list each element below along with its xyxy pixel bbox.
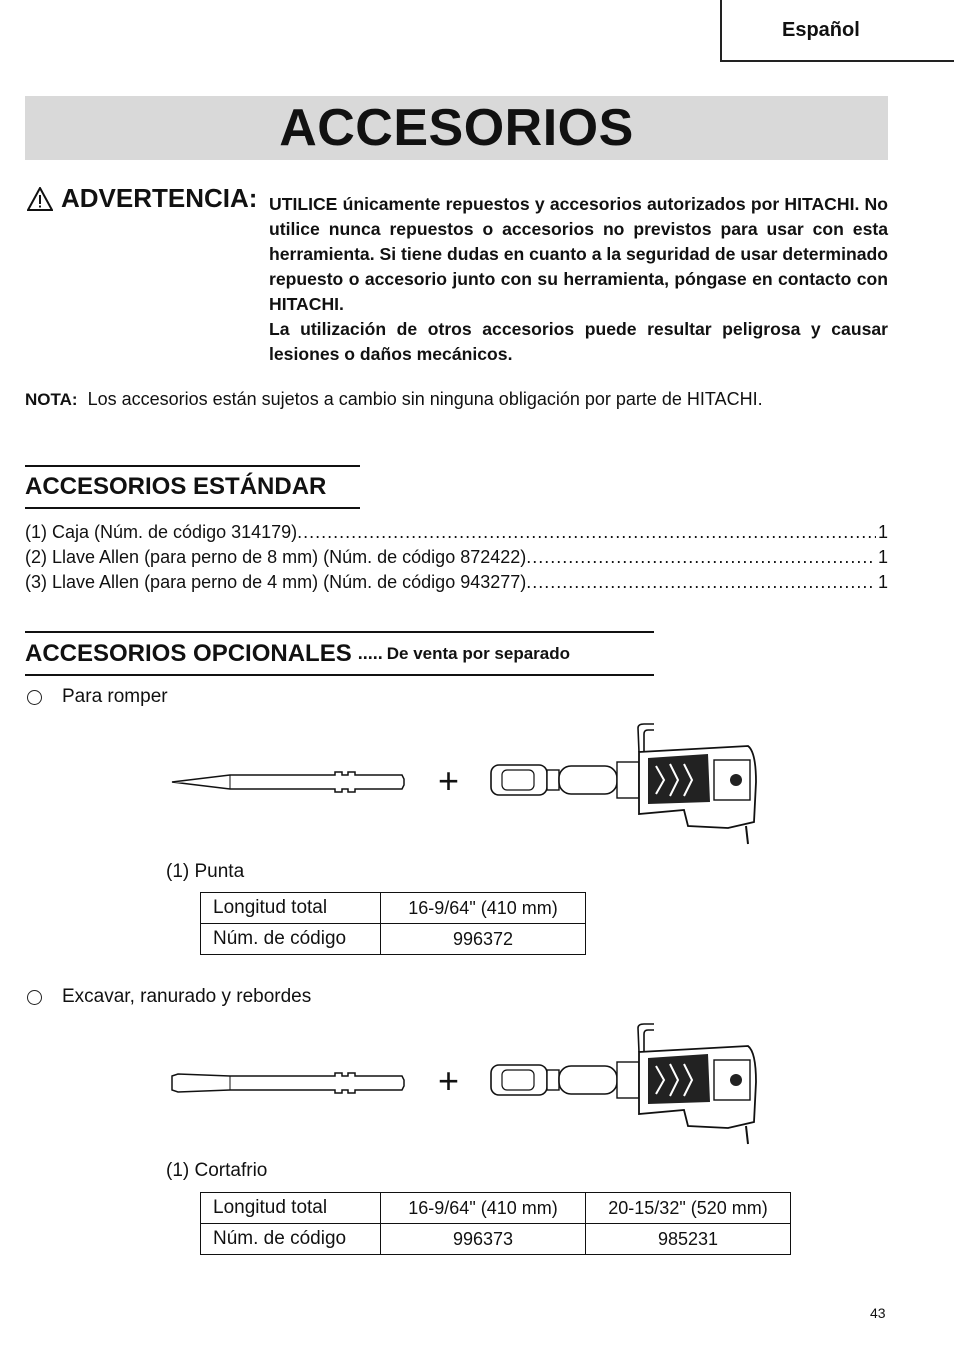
list-item-label: (3) Llave Allen (para perno de 4 mm) (Núm. de código 943277) (25, 572, 527, 592)
page-title-text: ACCESORIOS (279, 99, 634, 157)
table-row (201, 1193, 791, 1224)
purpose-text: Para romper (62, 686, 168, 707)
circle-bullet-icon (27, 690, 42, 705)
warning-label-text: ADVERTENCIA: (61, 183, 258, 213)
accessory-caption: (1) Cortafrio (166, 1160, 268, 1181)
spec-table (200, 1192, 791, 1255)
warning-label (27, 183, 257, 214)
standard-accessories-heading (25, 465, 360, 509)
plus-sign: + (438, 1060, 460, 1101)
warning-paragraph-1: UTILICE únicamente repuestos y accesorios autorizados por HITACHI. No utilice nunca repuestos o accesorios no previstos para usar con esta herramienta. Si tiene dudas en cuanto a la seguridad de usar determinado repuesto o accesorio junto con su herramienta, póngase en contacto con HITACHI. (269, 194, 888, 314)
accessory-caption: (1) Punta (166, 861, 245, 882)
purpose-row (27, 686, 168, 708)
optional-heading-text: ACCESORIOS OPCIONALES (25, 639, 352, 667)
table-cell-value: 16-9/64" (410 mm) (381, 893, 586, 924)
flat-chisel-icon (170, 1066, 406, 1100)
table-cell-label: Longitud total (201, 893, 381, 924)
note-text: Los accesorios están sujetos a cambio sin ninguna obligación por parte de HITACHI. (87, 389, 763, 409)
list-item-qty: 1 (877, 547, 888, 567)
table-cell-value: 985231 (586, 1224, 791, 1255)
circle-bullet-icon (27, 990, 42, 1005)
table-row (201, 893, 586, 924)
page-title (25, 96, 888, 160)
table-cell-label: Núm. de código (201, 1224, 381, 1255)
table-row (201, 924, 586, 955)
table-cell-value: 996372 (381, 924, 586, 955)
table-cell-label: Núm. de código (201, 924, 381, 955)
note (25, 387, 763, 412)
table-cell-value: 20-15/32" (520 mm) (586, 1193, 791, 1224)
list-item-label: (2) Llave Allen (para perno de 8 mm) (Núm. de código 872422) (25, 547, 527, 567)
table-cell-value: 16-9/64" (410 mm) (381, 1193, 586, 1224)
language-label: Español (782, 18, 860, 41)
page-number: 43 (870, 1305, 886, 1321)
warning-paragraph-2: La utilización de otros accesorios puede resultar peligrosa y causar lesiones o daños mecánicos. (269, 319, 888, 364)
warning-text (269, 192, 888, 367)
leader-dots (297, 520, 876, 545)
bull-point-chisel-icon (170, 765, 406, 799)
purpose-text: Excavar, ranurado y rebordes (62, 986, 312, 1007)
demolition-hammer-icon (488, 722, 760, 847)
demolition-hammer-icon (488, 1022, 760, 1147)
list-item-qty: 1 (877, 522, 888, 542)
spec-table (200, 892, 586, 955)
language-tab (720, 0, 954, 62)
leader-dots (526, 545, 876, 570)
optional-subheading: De venta por separado (386, 643, 571, 663)
table-cell-label: Longitud total (201, 1193, 381, 1224)
list-item (25, 545, 888, 570)
optional-heading-dots: ..... (357, 643, 383, 663)
optional-accessories-heading (25, 631, 654, 676)
warning-triangle-icon (27, 187, 53, 211)
table-cell-value: 996373 (381, 1224, 586, 1255)
list-item-qty: 1 (877, 572, 888, 592)
table-row (201, 1224, 791, 1255)
list-item (25, 570, 888, 595)
standard-heading-text: ACCESORIOS ESTÁNDAR (25, 473, 327, 500)
purpose-row (27, 986, 311, 1008)
list-item-label: (1) Caja (Núm. de código 314179) (25, 522, 298, 542)
plus-sign: + (438, 760, 460, 801)
list-item (25, 520, 888, 545)
note-label: NOTA: (25, 390, 78, 409)
leader-dots (526, 570, 876, 595)
